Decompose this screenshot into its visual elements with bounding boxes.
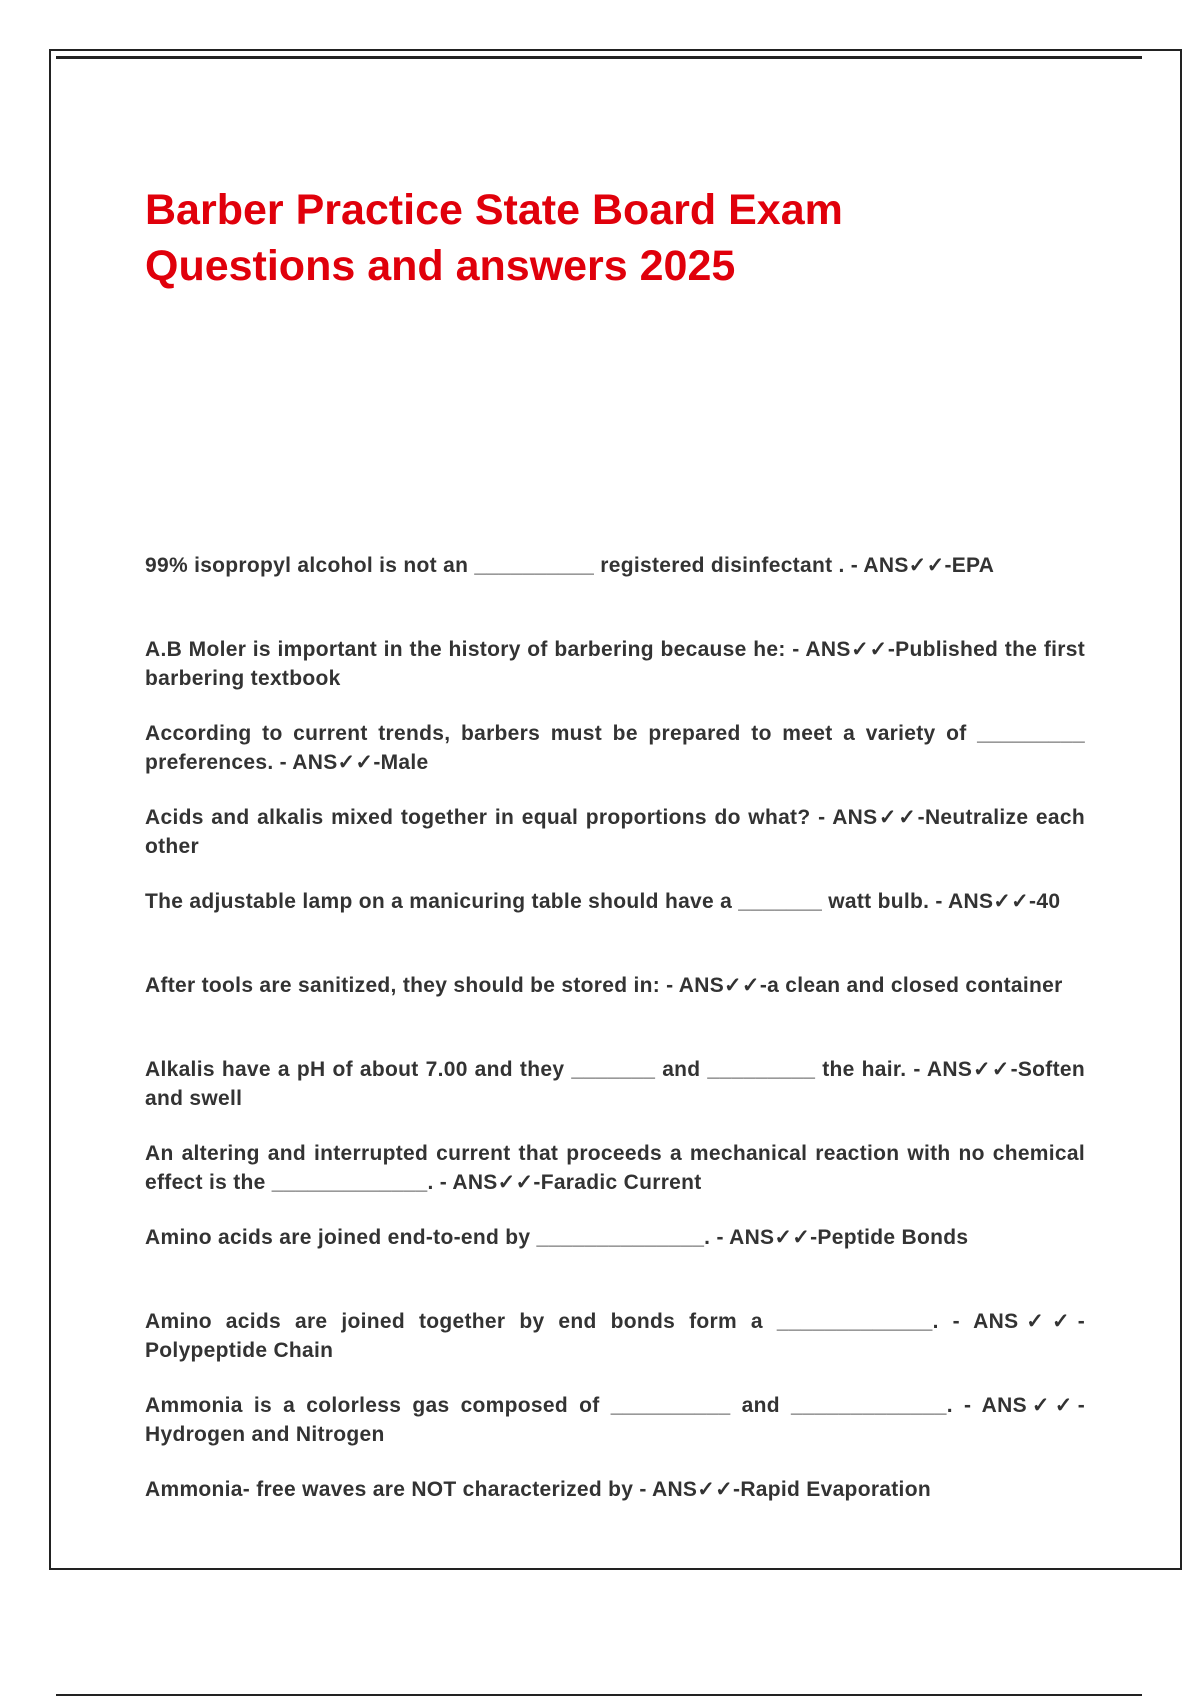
qa-item: Acids and alkalis mixed together in equal proportions do what? - ANS✓✓-Neutralize each other (145, 806, 1085, 858)
qa-item: 99% isopropyl alcohol is not an __________ registered disinfectant . - ANS✓✓-EPA (145, 554, 995, 577)
qa-item: Amino acids are joined together by end bonds form a _____________. - ANS✓✓-Polypeptide Chain (145, 1310, 1085, 1362)
qa-item: After tools are sanitized, they should be stored in: - ANS✓✓-a clean and closed container (145, 974, 1063, 997)
qa-item: An altering and interrupted current that proceeds a mechanical reaction with no chemical effect is the _____________. - ANS✓✓-Faradic Current (145, 1142, 1085, 1194)
qa-item: Ammonia- free waves are NOT characterized by - ANS✓✓-Rapid Evaporation (145, 1478, 931, 1501)
qa-item: A.B Moler is important in the history of barbering because he: - ANS✓✓-Published the first barbering textbook (145, 638, 1085, 690)
qa-item: According to current trends, barbers must be prepared to meet a variety of _________ preferences. - ANS✓✓-Male (145, 722, 1085, 774)
question-answer-list (145, 552, 1085, 1532)
qa-item: Amino acids are joined end-to-end by ______________. - ANS✓✓-Peptide Bonds (145, 1226, 969, 1249)
footer-rule (56, 1694, 1142, 1696)
qa-item: Alkalis have a pH of about 7.00 and they _______ and _________ the hair. - ANS✓✓-Soften and swell (145, 1058, 1085, 1110)
title-line-2: Questions and answers 2025 (145, 242, 736, 290)
qa-item: The adjustable lamp on a manicuring table should have a _______ watt bulb. - ANS✓✓-40 (145, 890, 1061, 913)
qa-item: Ammonia is a colorless gas composed of __________ and _____________. - ANS✓✓-Hydrogen and Nitrogen (145, 1394, 1085, 1446)
document-title (145, 182, 1045, 294)
title-line-1: Barber Practice State Board Exam (145, 186, 843, 234)
header-rule (56, 56, 1142, 59)
